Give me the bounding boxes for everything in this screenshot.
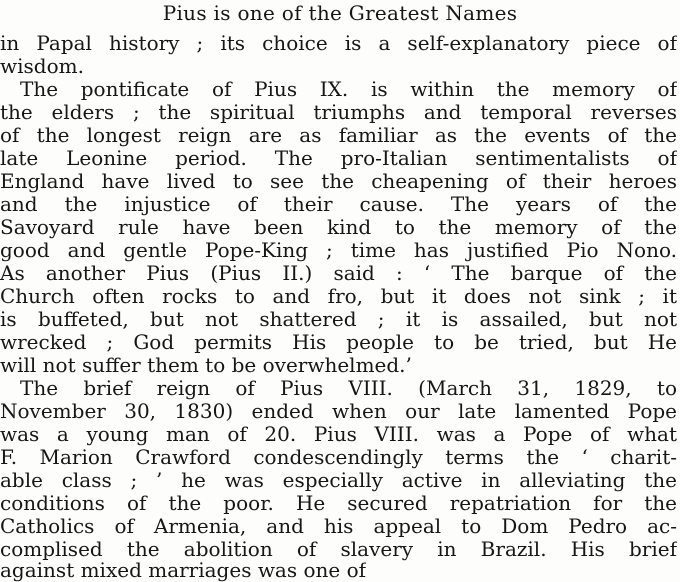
text-line: conditions of the poor. He secured repatriation for the xyxy=(0,491,677,515)
text-line: and the injustice of their cause. The years of the xyxy=(0,192,677,216)
text-line: The pontificate of Pius IX. is within the memory of xyxy=(20,77,677,101)
text-line: was a young man of 20. Pius VIII. was a Pope of what xyxy=(0,422,677,446)
text-line: November 30, 1830) ended when our late lamented Pope xyxy=(0,399,677,423)
text-line: late Leonine period. The pro-Italian sentimentalists of xyxy=(0,146,677,170)
text-line: complised the abolition of slavery in Brazil. His brief xyxy=(0,537,677,561)
text-line: Church often rocks to and fro, but it does not sink ; it xyxy=(0,284,677,308)
text-line: is buffeted, but not shattered ; it is assailed, but not xyxy=(0,307,677,331)
text-line: able class ; ’ he was especially active in alleviating the xyxy=(0,468,677,492)
text-line: of the longest reign are as familiar as the events of the xyxy=(0,123,677,147)
headline: Pius is one of the Greatest Names xyxy=(162,1,518,25)
text-line: Savoyard rule have been kind to the memory of the xyxy=(0,215,677,239)
text-line: wisdom. xyxy=(0,54,84,78)
text-line: good and gentle Pope-King ; time has justified Pio Nono. xyxy=(0,238,677,262)
text-line: As another Pius (Pius II.) said : ‘ The barque of the xyxy=(0,261,677,285)
text-line: will not suffer them to be overwhelmed.’ xyxy=(0,353,412,377)
text-line: in Papal history ; its choice is a self-explanatory piece of xyxy=(0,31,677,55)
text-line: The brief reign of Pius VIII. (March 31, 1829, to xyxy=(20,376,677,400)
text-line: against mixed marriages was one of xyxy=(0,558,367,582)
text-line: Catholics of Armenia, and his appeal to Dom Pedro ac- xyxy=(0,514,677,538)
text-line: wrecked ; God permits His people to be tried, but He xyxy=(0,330,677,354)
text-line: the elders ; the spiritual triumphs and temporal reverses xyxy=(0,100,677,124)
text-line: F. Marion Crawford condescendingly terms the ‘ charit- xyxy=(0,445,677,469)
text-line: England have lived to see the cheapening of their heroes xyxy=(0,169,677,193)
